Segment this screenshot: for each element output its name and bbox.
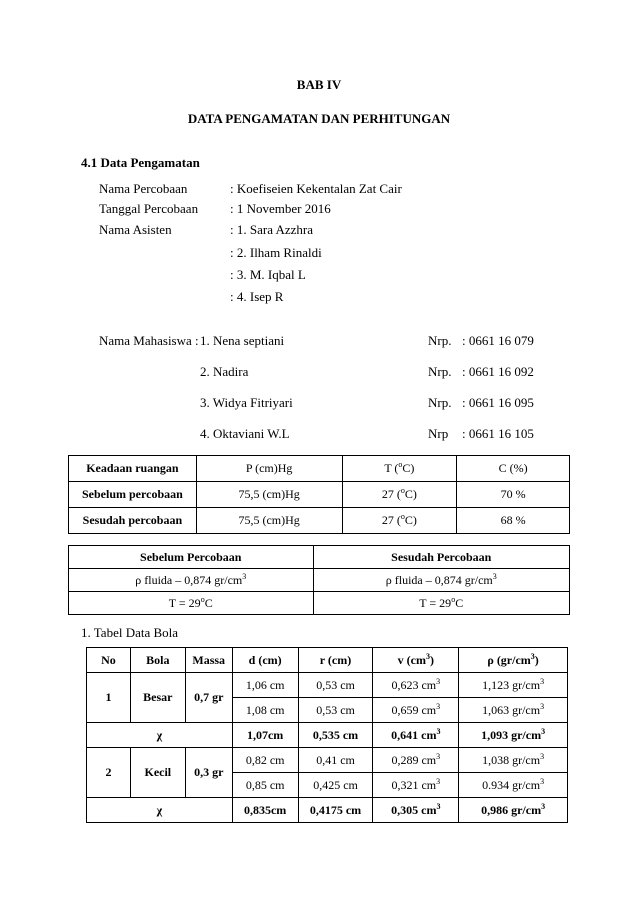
header-cell: Massa: [185, 648, 232, 673]
row-label: Sebelum percobaan: [69, 482, 197, 508]
student-name-3: 3. Widya Fitriyari: [200, 395, 293, 410]
ball-data-table: [86, 647, 568, 823]
table-cell: $T = 29^oC$: [69, 592, 314, 615]
info-value-assistant-4: : 4. Isep R: [230, 289, 284, 304]
table-row: [69, 569, 570, 592]
student-nrp-label-3: Nrp.: [428, 395, 452, 410]
header-cell: P (cm)Hg: [196, 456, 342, 482]
table-row: [87, 723, 568, 748]
info-value-assistant-3: : 3. M. Iqbal L: [230, 267, 306, 282]
student-nrp-label-1: Nrp.: [428, 333, 452, 348]
student-name-1: 1. Nena septiani: [200, 333, 285, 348]
header-cell: T ($^o$C): [342, 456, 457, 482]
header-cell: d (cm): [232, 648, 298, 673]
students-label: Nama Mahasiswa :: [99, 333, 199, 348]
chapter-title: DATA PENGAMATAN DAN PERHITUNGAN: [187, 111, 451, 126]
table-cell: 0,835cm: [232, 798, 298, 823]
table-cell: 68 %: [457, 508, 570, 534]
table-row: [69, 508, 570, 534]
group-mass: 0,7 gr: [185, 673, 232, 723]
average-label: χ: [87, 798, 233, 823]
average-label: χ: [87, 723, 233, 748]
header-cell: ρ $(gr/cm^3)$: [459, 648, 568, 673]
info-value-experiment: : Koefiseien Kekentalan Zat Cair: [230, 181, 402, 196]
group-ball: Kecil: [130, 748, 185, 798]
student-nrp-label-2: Nrp.: [428, 364, 452, 379]
student-nrp-2: : 0661 16 092: [462, 364, 534, 379]
table-cell: 0,85 cm: [232, 773, 298, 798]
table-cell: 0,623 $cm^3$: [373, 673, 459, 698]
section-title: 4.1 Data Pengamatan: [81, 155, 200, 170]
header-cell: Keadaan ruangan: [69, 456, 197, 482]
table-cell: 0,641 $cm^3$: [373, 723, 459, 748]
table-row: [87, 673, 568, 698]
student-nrp-1: : 0661 16 079: [462, 333, 534, 348]
table-cell: 1,07cm: [232, 723, 298, 748]
header-cell: Sebelum Percobaan: [69, 546, 314, 569]
table-cell: 0,82 cm: [232, 748, 298, 773]
table-cell: 1,123 $gr/cm^3$: [459, 673, 568, 698]
table-cell: 0,53 cm: [298, 673, 373, 698]
student-name-4: 4. Oktaviani W.L: [200, 426, 290, 441]
info-value-date: : 1 November 2016: [230, 201, 331, 216]
table-row: [69, 592, 570, 615]
room-condition-table: [68, 455, 570, 534]
table-row: [87, 748, 568, 773]
student-nrp-label-4: Nrp: [428, 426, 449, 441]
info-label-experiment: Nama Percobaan: [99, 181, 188, 196]
table-cell: 27 ($^o$C): [342, 482, 457, 508]
header-cell: Bola: [130, 648, 185, 673]
table-cell: 0.934 $gr/cm^3$: [459, 773, 568, 798]
table-cell: 1,063 $gr/cm^3$: [459, 698, 568, 723]
table-cell: 27 ($^o$C): [342, 508, 457, 534]
group-number: 2: [87, 748, 131, 798]
table-row: [87, 648, 568, 673]
table-cell: 75,5 (cm)Hg: [196, 508, 342, 534]
table-cell: 0,321 $cm^3$: [373, 773, 459, 798]
info-label-assistant: Nama Asisten: [99, 222, 172, 237]
header-cell: C (%): [457, 456, 570, 482]
table-cell: 0,535 cm: [298, 723, 373, 748]
info-label-date: Tanggal Percobaan: [99, 201, 199, 216]
table-cell: 1,093 $gr/cm^3$: [459, 723, 568, 748]
table-cell: 75,5 (cm)Hg: [196, 482, 342, 508]
header-cell: r (cm): [298, 648, 373, 673]
table-row: [69, 482, 570, 508]
fluid-table: [68, 545, 570, 615]
table-cell: 0,659 $cm^3$: [373, 698, 459, 723]
student-nrp-3: : 0661 16 095: [462, 395, 534, 410]
header-cell: Sesudah Percobaan: [313, 546, 570, 569]
group-ball: Besar: [130, 673, 185, 723]
table-row: [87, 798, 568, 823]
header-cell: No: [87, 648, 131, 673]
table-cell: 0,53 cm: [298, 698, 373, 723]
table-cell: 0,41 cm: [298, 748, 373, 773]
chapter-heading: BAB IV: [296, 77, 342, 92]
ball-table-title: 1. Tabel Data Bola: [81, 625, 179, 640]
info-value-assistant-2: : 2. Ilham Rinaldi: [230, 245, 322, 260]
group-number: 1: [87, 673, 131, 723]
table-row: [69, 456, 570, 482]
table-cell: 0,4175 cm: [298, 798, 373, 823]
student-name-2: 2. Nadira: [200, 364, 249, 379]
info-value-assistant-1: : 1. Sara Azzhra: [230, 222, 314, 237]
table-cell: 1,08 cm: [232, 698, 298, 723]
table-cell: 0,305 $cm^3$: [373, 798, 459, 823]
student-nrp-4: : 0661 16 105: [462, 426, 534, 441]
table-cell: ρ fluida – 0,874 $gr/cm^3$: [313, 569, 570, 592]
table-cell: $T = 29^oC$: [313, 592, 570, 615]
table-cell: 1,038 $gr/cm^3$: [459, 748, 568, 773]
table-cell: ρ fluida – 0,874 $gr/cm^3$: [69, 569, 314, 592]
table-cell: 0,425 cm: [298, 773, 373, 798]
table-cell: 70 %: [457, 482, 570, 508]
header-cell: v $(cm^3)$: [373, 648, 459, 673]
table-cell: 1,06 cm: [232, 673, 298, 698]
table-cell: 0,289 $cm^3$: [373, 748, 459, 773]
table-cell: 0,986 $gr/cm^3$: [459, 798, 568, 823]
group-mass: 0,3 gr: [185, 748, 232, 798]
table-row: [69, 546, 570, 569]
row-label: Sesudah percobaan: [69, 508, 197, 534]
